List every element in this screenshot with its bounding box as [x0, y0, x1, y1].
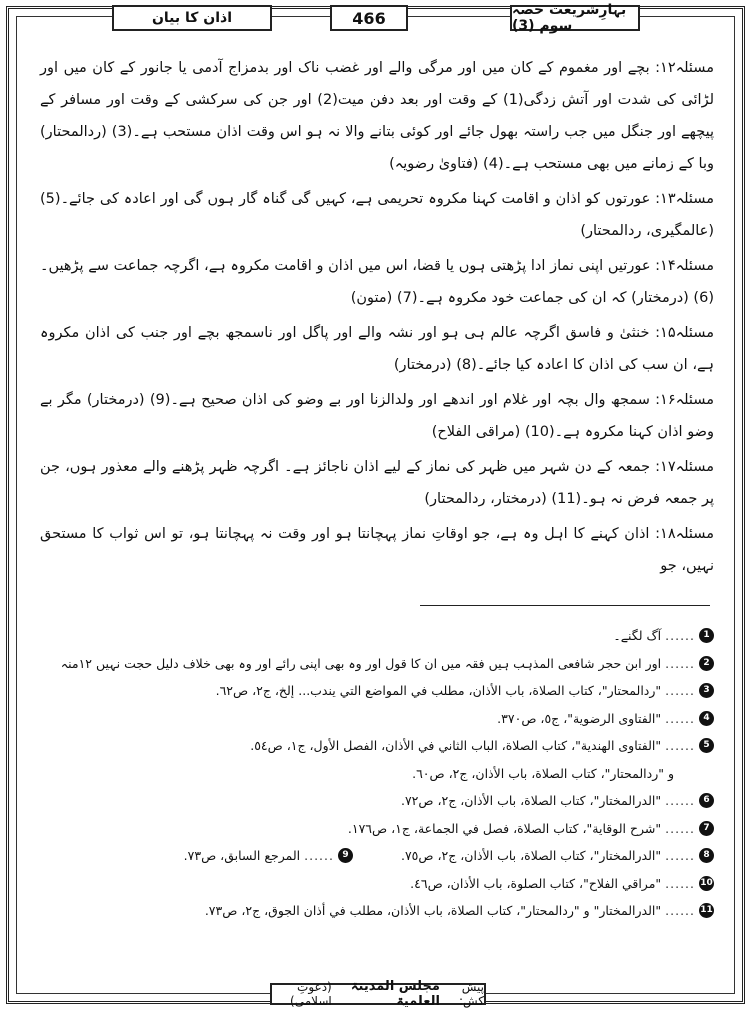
- footnote-item: 1 ...... آگ لگنے۔: [40, 622, 714, 650]
- footnote-item: 6 ...... "الدرالمختار"، كتاب الصلاة، باب الأذان، ج٢، ص٧٢.: [40, 787, 714, 815]
- footnote-text: "شرح الوقاية"، كتاب الصلاة، فصل في الجماعة، ج١، ص١٧٦.: [347, 820, 662, 836]
- footnote-item: 2 ...... اور ابن حجر شافعی المذہب ہیں فقہ میں ان کا قول اور وہ بھی اپنی رائے اور وہ بھی خلاف دلیل حجت نہیں ۱۲منہ: [40, 650, 714, 678]
- footnote-number: 7: [699, 821, 714, 836]
- publisher-name: مجلس المدینۃ العلمیۃ: [350, 979, 440, 1009]
- footnote-item: 7 ...... "شرح الوقاية"، كتاب الصلاة، فصل في الجماعة، ج١، ص١٧٦.: [40, 815, 714, 843]
- footnote-text: المرجع السابق، ص٧٣.: [183, 848, 301, 863]
- footnote-number: 10: [699, 876, 714, 891]
- masala-13: مسئلہ۱۳: عورتوں کو اذان و اقامت کہنا مکروہ تحریمی ہے، کہیں گی گناہ گار ہوں گی اور اعادہ کی جائے۔(5) (عالمگیری، ردالمحتار): [40, 191, 714, 239]
- footnote-text: آگ لگنے۔: [613, 628, 662, 643]
- footnote-item: 8 ...... "الدرالمختار"، كتاب الصلاة، باب الأذان، ج٢، ص٧٥. 9 ...... المرجع السابق، ص٧٣.: [40, 842, 714, 870]
- footer-suffix: (دعوتِ اسلامی): [290, 980, 332, 1008]
- footnote-item: 5 ...... "الفتاوى الهندية"، كتاب الصلاة، الباب الثاني في الأذان، الفصل الأول، ج١، ص٥٤.: [40, 732, 714, 760]
- footnote-number: 3: [699, 683, 714, 698]
- chapter-title: اذان کا بیان: [112, 5, 272, 31]
- footnote-text: "الدرالمختار"، كتاب الصلاة، باب الأذان، ج٢، ص٧٥.: [400, 848, 662, 863]
- masala-18: مسئلہ۱۸: اذان کہنے کا اہل وہ ہے، جو اوقاتِ نماز پہچانتا ہو اور وقت نہ پہچانتا ہو، تو اس ثواب کا مستحق نہیں، جو: [40, 526, 714, 574]
- page-number: 466: [330, 5, 408, 31]
- footnote-text: و "ردالمحتار"، كتاب الصلاة، باب الأذان، ج٢، ص٦٠.: [412, 765, 674, 781]
- footnote-text: "الفتاوى الهندية"، كتاب الصلاة، الباب الثاني في الأذان، الفصل الأول، ج١، ص٥٤.: [250, 738, 662, 753]
- book-title: بہارِشریعت حصہ سوم (3): [510, 5, 640, 31]
- footer-prefix: پیش کش:: [458, 980, 484, 1008]
- main-text: [40, 52, 714, 585]
- footnote-number: 9: [338, 848, 353, 863]
- footnote-number: 1: [699, 628, 714, 643]
- footnote-text: "ردالمحتار"، كتاب الصلاة، باب الأذان، مطلب في المواضع التي يندب... إلخ، ج٢، ص٦٢.: [215, 683, 662, 698]
- footnote-number: 6: [699, 793, 714, 808]
- footnote-text: "الدرالمختار"، كتاب الصلاة، باب الأذان، ج٢، ص٧٢.: [400, 793, 662, 808]
- footnote-separator: [420, 605, 710, 606]
- masala-17: مسئلہ۱۷: جمعہ کے دن شہر میں ظہر کی نماز کے لیے اذان ناجائز ہے۔ اگرچہ ظہر پڑھنے والے معذور ہوں، جن پر جمعہ فرض نہ ہو۔(11) (درمختار، ردالمحتار): [40, 459, 714, 507]
- footnote-number: 4: [699, 711, 714, 726]
- footnote-item: 11 ...... "الدرالمختار" و "ردالمحتار"، كتاب الصلاة، باب الأذان، مطلب في أذان الجوق، ج٢، ص٧٣.: [40, 897, 714, 925]
- footnote-text: اور ابن حجر شافعی المذہب ہیں فقہ میں ان کا قول اور وہ بھی اپنی رائے اور وہ بھی خلاف دلیل حجت نہیں ۱۲منہ: [60, 655, 662, 671]
- masala-12: مسئلہ۱۲: بچے اور مغموم کے کان میں اور مرگی والے اور غضب ناک اور بدمزاج آدمی یا جانور کے کان میں اور لڑائی کی شدت اور آتش زدگی(1) کے وقت اور بعد دفن میت(2) اور جن کی سرکشی کے وقت اور مسافر کے پیچھے اور جنگل میں جب راستہ بھول جائے اور کوئی بتانے والا نہ ہو اس وقت اذان مستحب ہے۔(3) (ردالمحتار) وبا کے زمانے میں بھی مستحب ہے۔(4) (فتاویٰ رضویہ): [40, 60, 714, 172]
- masala-15: مسئلہ۱۵: خنثیٰ و فاسق اگرچہ عالم ہی ہو اور نشہ والے اور پاگل اور ناسمجھ بچے اور جنب کی اذان مکروہ ہے، ان سب کی اذان کا اعادہ کیا جائے۔(8) (درمختار): [40, 325, 714, 373]
- footnote-number: 2: [699, 656, 714, 671]
- footnote-item: 10 ...... "مراقي الفلاح"، كتاب الصلوة، باب الأذان، ص٤٦.: [40, 870, 714, 898]
- publisher-footer: [270, 979, 486, 1009]
- footnote-number: 8: [699, 848, 714, 863]
- footnote-text: "مراقي الفلاح"، كتاب الصلوة، باب الأذان، ص٤٦.: [410, 875, 662, 891]
- footnote-text: "الدرالمختار" و "ردالمحتار"، كتاب الصلاة، باب الأذان، مطلب في أذان الجوق، ج٢، ص٧٣.: [204, 903, 662, 918]
- masala-14: مسئلہ۱۴: عورتیں اپنی نماز ادا پڑھتی ہوں یا قضا، اس میں اذان و اقامت مکروہ ہے، اگرچہ جماعت سے پڑھیں۔(6) (درمختار) کہ ان کی جماعت خود مکروہ ہے۔(7) (متون): [40, 258, 714, 306]
- footnote-number: 11: [699, 903, 714, 918]
- footnote-item: 4 ...... "الفتاوى الرضوية"، ج٥، ص٣٧٠.: [40, 705, 714, 733]
- footnotes: [40, 622, 714, 925]
- footnote-item: 3 ...... "ردالمحتار"، كتاب الصلاة، باب الأذان، مطلب في المواضع التي يندب... إلخ، ج٢، ص٦٢.: [40, 677, 714, 705]
- footnote-text: "الفتاوى الرضوية"، ج٥، ص٣٧٠.: [497, 710, 662, 726]
- masala-16: مسئلہ۱۶: سمجھ وال بچہ اور غلام اور اندھے اور ولدالزنا اور بے وضو کی اذان صحیح ہے۔(9) (درمختار) مگر بے وضو اذان کہنا مکروہ ہے۔(10) (مراقی الفلاح): [40, 392, 714, 440]
- footnote-continuation: [40, 760, 714, 788]
- footnote-number: 5: [699, 738, 714, 753]
